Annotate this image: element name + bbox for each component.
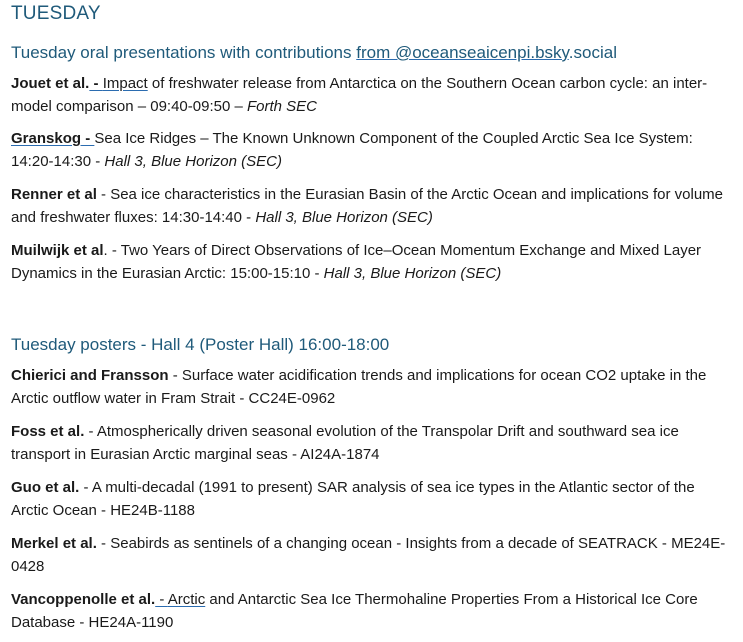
oral-section-heading [11, 43, 617, 63]
day-title: TUESDAY [11, 3, 101, 24]
oral-heading-suffix: .social [568, 43, 617, 62]
entry-title-link[interactable]: Arctic [167, 591, 206, 608]
entry-title: - A multi-decadal (1991 to present) SAR analysis of sea ice types in the Atlantic sector of the Arctic Ocean - HE24B-1188 [11, 479, 695, 519]
entry-title: - Sea ice characteristics in the Eurasian Basin of the Arctic Ocean and implications for volume and freshwater fluxes: 14:30-14:40 - [11, 186, 724, 226]
oral-entry [11, 127, 733, 173]
oral-entry [11, 239, 733, 285]
poster-entry [11, 476, 733, 522]
entry-title: of freshwater release from Antarctica on the Southern Ocean carbon cycle: an inter-model comparison – 09:40-09:50 – [11, 75, 708, 115]
entry-authors: Muilwijk et al [11, 242, 104, 259]
entry-title: and Antarctic Sea Ice Thermohaline Properties From a Historical Ice Core Database - HE24A-1190 [11, 591, 698, 631]
entry-authors: Chierici and Fransson [11, 367, 169, 384]
entry-separator[interactable]: - [89, 75, 103, 92]
entry-venue: Hall 3, Blue Horizon (SEC) [255, 209, 433, 226]
entry-title: Sea Ice Ridges – The Known Unknown Component of the Coupled Arctic Sea Ice System: 14:20-14:30 - [11, 130, 693, 170]
entry-venue: Forth SEC [246, 98, 318, 115]
entry-authors: Jouet et al. [11, 75, 90, 92]
poster-entry [11, 588, 733, 634]
entry-title: - Surface water acidification trends and implications for ocean CO2 uptake in the Arctic outflow water in Fram Strait - CC24E-0962 [11, 367, 707, 407]
oral-entry [11, 72, 733, 118]
oral-entry [11, 183, 733, 229]
entry-authors: Renner et al [11, 186, 97, 203]
oral-heading-prefix: Tuesday oral presentations with contributions [11, 43, 357, 62]
entry-venue: Hall 3, Blue Horizon (SEC) [104, 153, 282, 170]
entry-title-link[interactable]: Impact [102, 75, 148, 92]
poster-section-heading: Tuesday posters - Hall 4 (Poster Hall) 16:00-18:00 [11, 335, 390, 354]
entry-title: - Atmospherically driven seasonal evolution of the Transpolar Drift and southward sea ice transport in Eurasian Arctic marginal seas - AI24A-1874 [11, 423, 679, 463]
entry-separator[interactable]: - [81, 130, 95, 147]
entry-authors-link[interactable]: Granskog [11, 130, 82, 147]
entry-authors: Foss et al. [11, 423, 85, 440]
entry-title: - Seabirds as sentinels of a changing ocean - Insights from a decade of SEATRACK - ME24E-0428 [11, 535, 726, 575]
entry-separator[interactable]: - [155, 591, 168, 608]
entry-authors: Merkel et al. [11, 535, 97, 552]
entry-venue: Hall 3, Blue Horizon (SEC) [323, 265, 502, 282]
entry-authors: Vancoppenolle et al. [11, 591, 156, 608]
poster-entry [11, 532, 733, 578]
entry-authors: Guo et al. [11, 479, 80, 496]
bsky-handle-link[interactable]: from @oceanseaicenpi.bsky [356, 43, 569, 62]
poster-entry [11, 420, 733, 466]
poster-entry [11, 364, 733, 410]
entry-title: . - Two Years of Direct Observations of Ice–Ocean Momentum Exchange and Mixed Layer Dynamics in the Eurasian Arctic: 15:00-15:10 - [11, 242, 702, 282]
